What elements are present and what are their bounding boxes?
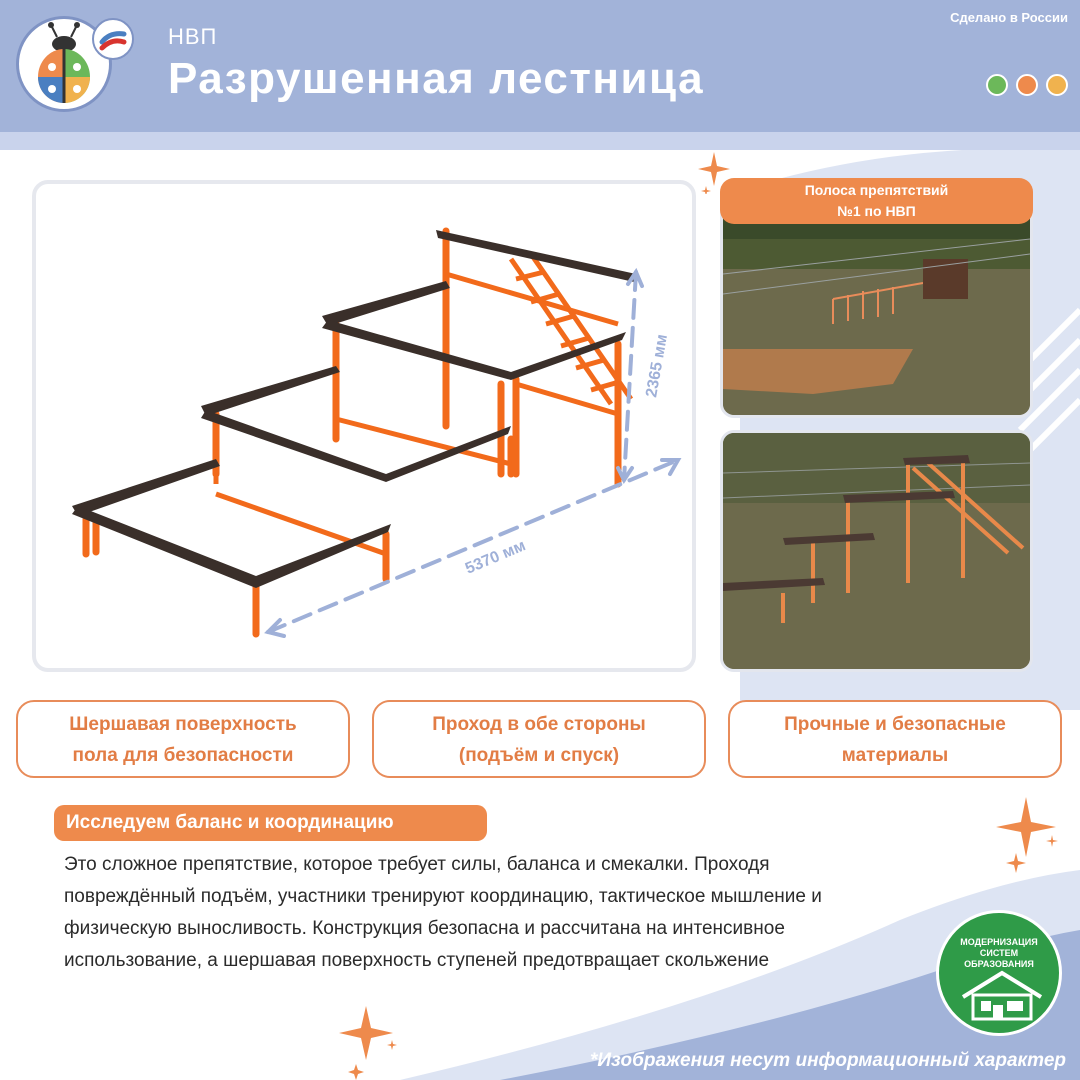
sparkle-icon (990, 795, 1070, 885)
tag-line-2: №1 по НВП (837, 203, 916, 219)
feature-two-way-pass (372, 700, 706, 778)
status-dots (986, 74, 1072, 98)
equipment-drawing (36, 184, 692, 668)
header-band (0, 132, 1080, 150)
yellow-dot (1046, 74, 1068, 96)
category-label: НВП (168, 24, 218, 49)
feature-line-1: Проход в обе стороны (432, 714, 646, 735)
feature-line-1: Прочные и безопасные (784, 714, 1006, 735)
photo-broken-ladder-installed (720, 430, 1033, 672)
org-logo-line-3: ОБРАЗОВАНИЯ (964, 959, 1034, 969)
equipment-drawing-card (32, 180, 696, 672)
feature-line-2: материалы (841, 745, 949, 766)
obstacle-course-tag (720, 178, 1033, 224)
orange-dot (1016, 74, 1038, 96)
header-bar (0, 0, 1080, 132)
feature-line-2: (подъём и спуск) (458, 745, 620, 766)
russia-flag-icon (92, 18, 134, 60)
made-in-russia-label: Сделано в России (950, 10, 1068, 25)
page-title: Разрушенная лестница (168, 54, 705, 103)
modernization-logo (936, 910, 1062, 1036)
section-heading: Исследуем баланс и координацию (54, 805, 487, 841)
description-text: Это сложное препятствие, которое требует силы, баланса и смекалки. Проходя повреждённый подъём, участники тренируют координацию, тактическое мышление и физическую выносливость. Конструкция безопасна и рассчитана на интенсивное использование, а шершавая поверхность ступеней предотвращает скольжение (64, 854, 822, 971)
length-dimension-label: 5370 мм (462, 537, 529, 578)
photo-obstacle-course (720, 196, 1033, 418)
green-dot (986, 74, 1008, 96)
house-icon (957, 969, 1047, 1025)
org-logo-line-1: МОДЕРНИЗАЦИЯ (960, 937, 1038, 947)
feature-line-1: Шершавая поверхность (69, 714, 297, 735)
org-logo-line-2: СИСТЕМ (979, 948, 1019, 958)
sparkle-icon (336, 1004, 406, 1080)
disclaimer-text: *Изображения несут информационный характер (589, 1050, 1066, 1071)
tag-line-1: Полоса препятствий (804, 182, 949, 198)
feature-line-2: пола для безопасности (72, 745, 294, 766)
feature-rough-surface (16, 700, 350, 778)
feature-safe-materials (728, 700, 1062, 778)
height-dimension-label: 2365 мм (643, 332, 672, 399)
